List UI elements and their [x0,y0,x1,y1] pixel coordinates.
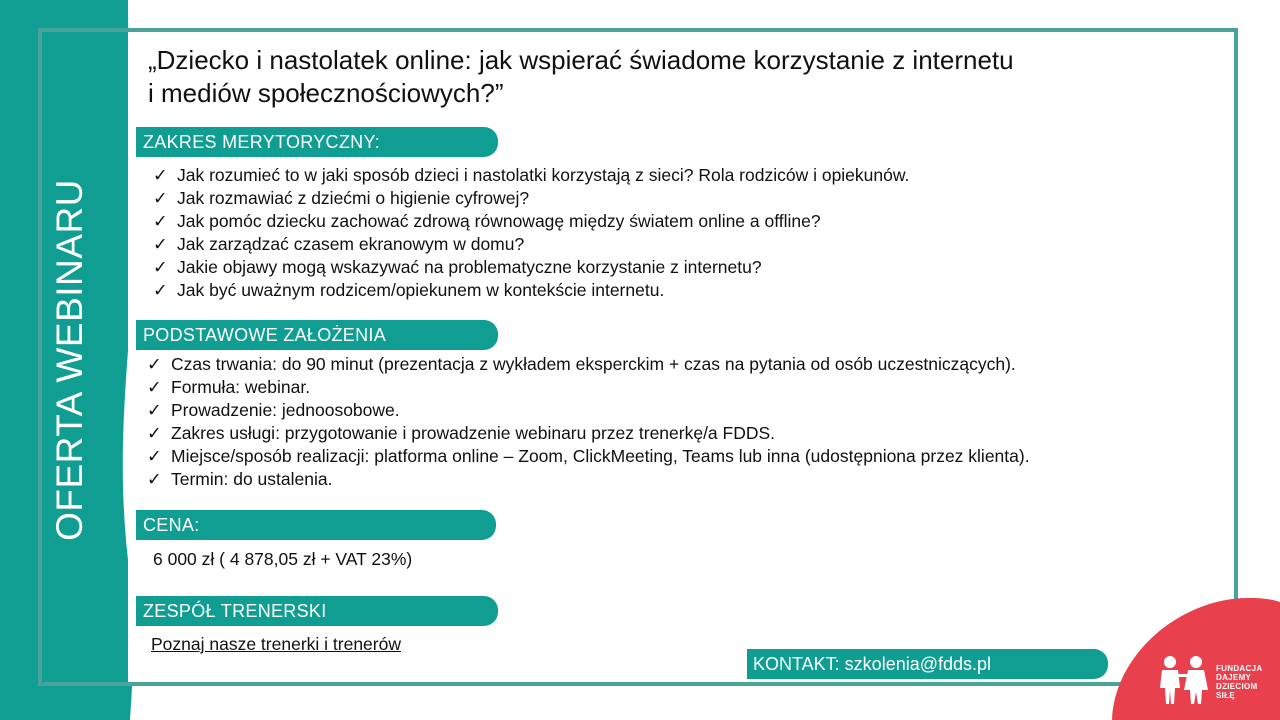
list-item: ✓ Jak rozumieć to w jaki sposób dzieci i nastolatki korzystają z sieci? Rola rodziców i opiekunów. [153,165,910,185]
list-item: ✓ Termin: do ustalenia. [147,469,333,489]
team-link[interactable]: Poznaj nasze trenerki i trenerów [151,634,401,654]
scope-list [153,164,909,302]
checkmark-icon: ✓ [153,257,168,277]
list-item: ✓ Miejsce/sposób realizacji: platforma online – Zoom, ClickMeeting, Teams lub inna (udostępniona przez klienta). [147,446,1030,466]
list-item: ✓ Zakres usługi: przygotowanie i prowadzenie webinaru przez trenerkę/a FDDS. [147,423,776,443]
list-item: ✓ Jak zarządzać czasem ekranowym w domu? [153,234,525,254]
list-item: ✓ Formuła: webinar. [147,377,311,397]
section-header-team: ZESPÓŁ TRENERSKI [136,596,498,626]
checkmark-icon: ✓ [147,469,162,489]
section-header-scope: ZAKRES MERYTORYCZNY: [136,127,498,157]
assumptions-list [147,353,1030,491]
side-title: OFERTA WEBINARU [49,179,90,541]
list-item: ✓ Jak być uważnym rodzicem/opiekunem w kontekście internetu. [153,280,665,300]
list-item: ✓ Jak pomóc dziecku zachować zdrową równowagę między światem online a offline? [153,211,821,231]
checkmark-icon: ✓ [147,446,162,466]
list-item: ✓ Prowadzenie: jednoosobowe. [147,400,400,420]
list-item: ✓ Jakie objawy mogą wskazywać na problematyczne korzystanie z internetu? [153,257,762,277]
checkmark-icon: ✓ [147,400,162,420]
logo-children-icon [1158,654,1212,704]
list-item: ✓ Czas trwania: do 90 minut (prezentacja z wykładem eksperckim + czas na pytania od osób uczestniczących). [147,354,1016,374]
checkmark-icon: ✓ [153,280,168,300]
title-line-2: i mediów społecznościowych?” [148,78,504,108]
title-line-1: „Dziecko i nastolatek online: jak wspierać świadome korzystanie z internetu [148,45,1014,75]
checkmark-icon: ✓ [147,423,162,443]
list-item: ✓ Jak rozmawiać z dziećmi o higienie cyfrowej? [153,188,530,208]
logo-text: FUNDACJA DAJEMY DZIECIOM SIŁĘ [1216,664,1263,700]
checkmark-icon: ✓ [153,165,168,185]
section-header-assumptions: PODSTAWOWE ZAŁOŻENIA [136,320,498,350]
contact-email[interactable]: KONTAKT: szkolenia@fdds.pl [747,649,1108,679]
price-value: 6 000 zł ( 4 878,05 zł + VAT 23%) [153,549,413,569]
checkmark-icon: ✓ [147,354,162,374]
page-title [148,44,1148,110]
checkmark-icon: ✓ [153,188,168,208]
section-header-price: CENA: [136,510,496,540]
checkmark-icon: ✓ [153,211,168,231]
checkmark-icon: ✓ [153,234,168,254]
checkmark-icon: ✓ [147,377,162,397]
